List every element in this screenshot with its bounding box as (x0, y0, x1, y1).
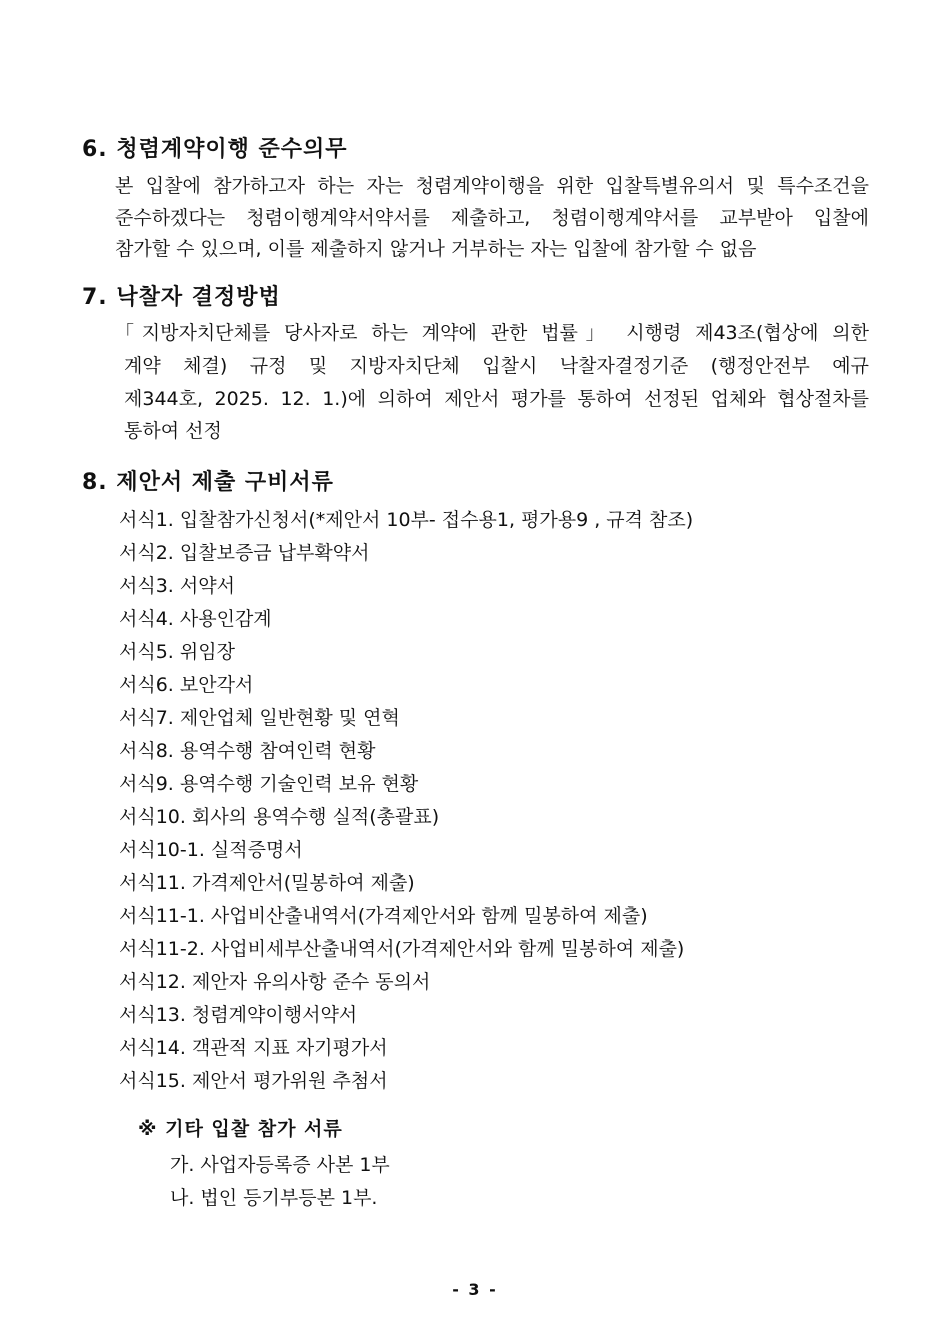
form-list-item: 서식11-1. 사업비산출내역서(가격제안서와 함께 밀봉하여 제출) (119, 905, 648, 927)
section-7-line-4: 통하여 선정 (124, 420, 222, 442)
form-list-item: 서식12. 제안자 유의사항 준수 동의서 (119, 971, 431, 993)
other-documents-note-title: ※ 기타 입찰 참가 서류 (138, 1118, 343, 1140)
form-list-item: 서식15. 제안서 평가위원 추첨서 (119, 1070, 388, 1092)
section-6-line-2: 준수하겠다는 청렴이행계약서약서를 제출하고, 청렴이행계약서를 교부받아 입찰에 (115, 207, 869, 229)
form-list-item: 서식10-1. 실적증명서 (119, 839, 303, 861)
page-number: - 3 - (452, 1280, 498, 1299)
form-list-item: 서식13. 청렴계약이행서약서 (119, 1004, 358, 1026)
section-6-heading: 6. 청렴계약이행 준수의무 (82, 137, 348, 162)
form-list-item: 서식11-2. 사업비세부산출내역서(가격제안서와 함께 밀봉하여 제출) (119, 938, 685, 960)
section-7-line-1: 「지방자치단체를 당사자로 하는 계약에 관한 법률」 시행령 제43조(협상에 의한 (115, 322, 869, 344)
section-6-line-3: 참가할 수 있으며, 이를 제출하지 않거나 거부하는 자는 입찰에 참가할 수 없음 (115, 238, 757, 260)
form-list-item: 서식5. 위임장 (119, 641, 235, 663)
section-8-heading: 8. 제안서 제출 구비서류 (82, 470, 334, 495)
other-documents-item: 가. 사업자등록증 사본 1부 (170, 1154, 390, 1176)
form-list-item: 서식10. 회사의 용역수행 실적(총괄표) (119, 806, 440, 828)
form-list-item: 서식4. 사용인감계 (119, 608, 272, 630)
form-list-item: 서식8. 용역수행 참여인력 현황 (119, 740, 376, 762)
form-list-item: 서식6. 보안각서 (119, 674, 254, 696)
section-7-line-3: 제344호, 2025. 12. 1.)에 의하여 제안서 평가를 통하여 선정된 업체와 협상절차를 (124, 388, 869, 410)
form-list-item: 서식9. 용역수행 기술인력 보유 현황 (119, 773, 419, 795)
form-list-item: 서식1. 입찰참가신청서(*제안서 10부- 접수용1, 평가용9 , 규격 참조) (119, 509, 694, 531)
form-list-item: 서식2. 입찰보증금 납부확약서 (119, 542, 370, 564)
form-list-item: 서식7. 제안업체 일반현황 및 연혁 (119, 707, 400, 729)
other-documents-item: 나. 법인 등기부등본 1부. (170, 1187, 378, 1209)
form-list-item: 서식14. 객관적 지표 자기평가서 (119, 1037, 388, 1059)
section-7-heading: 7. 낙찰자 결정방법 (82, 285, 281, 310)
form-list-item: 서식11. 가격제안서(밀봉하여 제출) (119, 872, 415, 894)
form-list-item: 서식3. 서약서 (119, 575, 235, 597)
section-7-line-2: 계약 체결) 규정 및 지방자치단체 입찰시 낙찰자결정기준 (행정안전부 예규 (124, 355, 869, 377)
section-6-line-1: 본 입찰에 참가하고자 하는 자는 청렴계약이행을 위한 입찰특별유의서 및 특수조건을 (115, 175, 869, 197)
